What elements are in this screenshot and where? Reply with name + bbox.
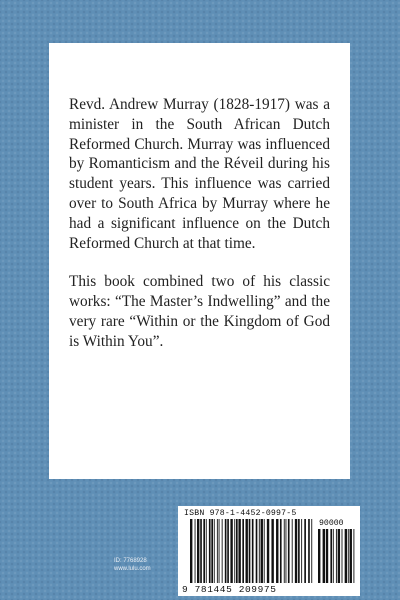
barcode-bar (308, 519, 310, 583)
barcode-bar (276, 519, 278, 583)
barcode-bar (227, 519, 229, 583)
barcode-bar (197, 519, 199, 583)
barcode-bar (219, 519, 220, 583)
barcode-bar (348, 529, 349, 583)
barcode-bar (298, 519, 300, 583)
barcode-bar (338, 529, 340, 583)
barcode-bar (326, 529, 328, 583)
book-contents-paragraph: This book combined two of his classic works: “The Master’s Indwelling” and the very rare “Within or the Kingdom of God is Within You”. (69, 273, 330, 350)
barcode-bar (200, 519, 202, 583)
barcode-bar (350, 529, 352, 583)
author-bio-paragraph: Revd. Andrew Murray (1828-1917) was a minister in the South African Dutch Reformed Church. Murray was influenced by Romanticism and the Réveil during his student years. This influence was carried over to South Africa by Murray where he had a significant influence on the Dutch Reformed Church at that time. (69, 96, 330, 252)
barcode-bar (304, 519, 306, 583)
barcode-bar (288, 519, 290, 583)
barcode-bar (264, 519, 265, 583)
barcode-bar (342, 529, 343, 583)
price-code-label: 90000 (319, 519, 344, 528)
barcode-bar (190, 519, 192, 583)
barcode-bar (203, 519, 205, 583)
barcode-bar (286, 519, 287, 583)
barcode-bar (225, 519, 227, 583)
barcode-bar (246, 519, 248, 583)
barcode-bar (267, 519, 269, 583)
barcode-bar (230, 519, 232, 583)
lulu-id-label: ID: 7768928 (114, 558, 147, 564)
barcode-bar (295, 519, 297, 583)
barcode-bar (206, 519, 207, 583)
lulu-url-label: www.lulu.com (114, 565, 151, 572)
barcode-bar (333, 529, 334, 583)
barcode-bar (217, 519, 218, 583)
barcode-digits: 9 781445 209975 (182, 584, 277, 595)
barcode-bar (238, 519, 240, 583)
barcode-bar (284, 519, 285, 583)
description-panel (49, 43, 350, 479)
barcode-bar (353, 529, 354, 583)
barcode-bar (209, 519, 211, 583)
isbn-barcode-box (178, 506, 360, 596)
barcode-bar (256, 519, 258, 583)
barcode-bar (301, 519, 302, 583)
publisher-info (114, 558, 151, 573)
barcode-bar (222, 519, 223, 583)
barcode-bar (261, 519, 263, 583)
barcode-bar (214, 519, 215, 583)
barcode-bar (236, 519, 238, 583)
barcode-bar (292, 519, 293, 583)
barcode-bar (336, 529, 337, 583)
barcode-bar (211, 519, 213, 583)
barcode-bar (271, 519, 273, 583)
barcode-bar (259, 519, 260, 583)
isbn-label: ISBN 978-1-4452-0997-5 (184, 509, 297, 518)
barcode-bar (323, 529, 325, 583)
barcode-bar (234, 519, 235, 583)
barcode-bar (311, 519, 312, 583)
barcode-bar (242, 519, 244, 583)
barcode-bar (280, 519, 282, 583)
barcode-bar (345, 529, 347, 583)
barcode-bar (330, 529, 332, 583)
barcode-bar (318, 529, 320, 583)
barcode-bar (252, 519, 254, 583)
price-addon-bars (318, 529, 354, 583)
ean-13-bars (190, 519, 312, 583)
barcode-bar (195, 519, 196, 583)
barcode-bar (249, 519, 251, 583)
